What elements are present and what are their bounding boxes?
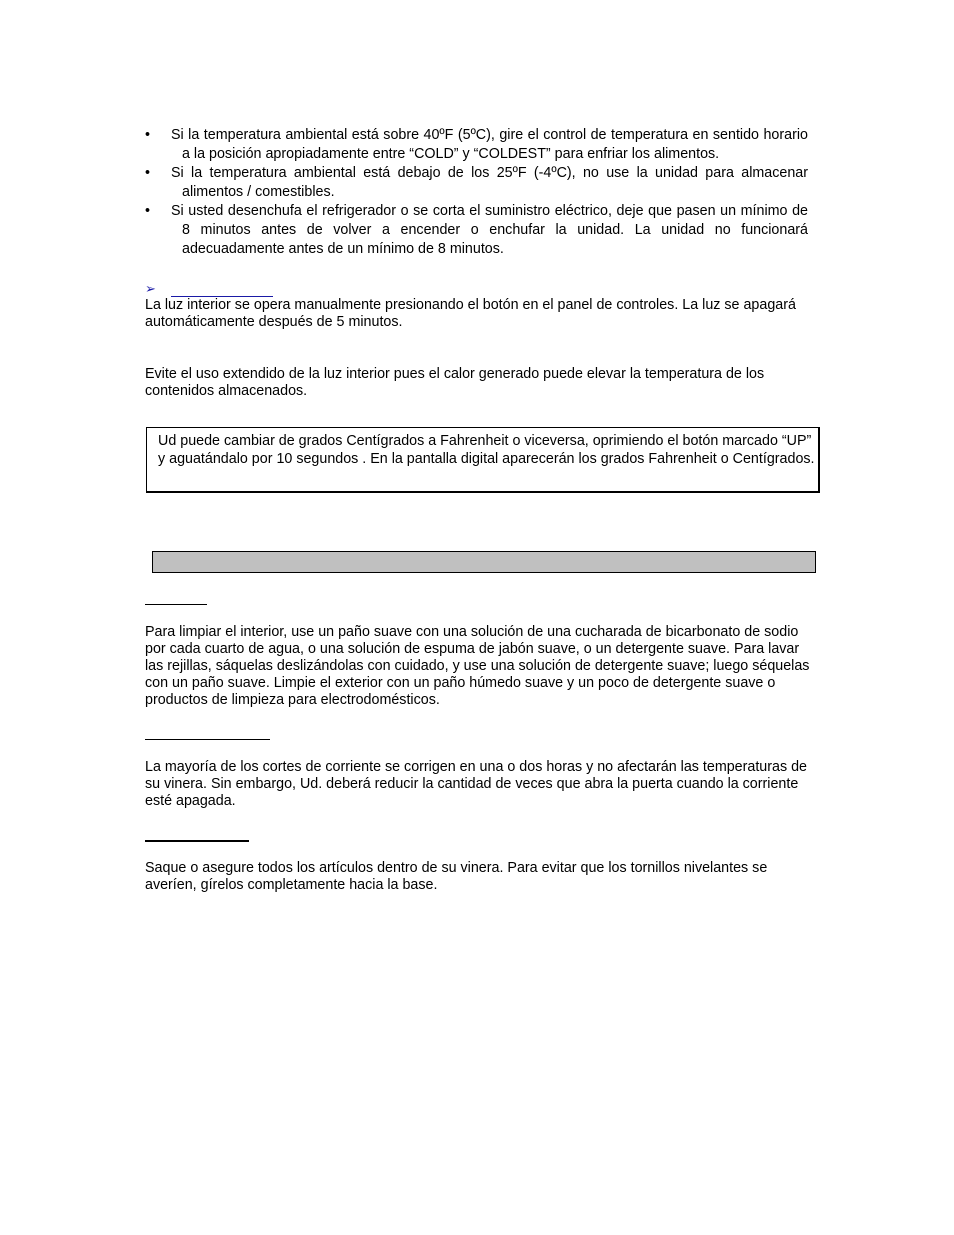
bullet-item	[145, 126, 808, 164]
power-outage-paragraph: La mayoría de los cortes de corriente se corrigen en una o dos horas y no afectarán las temperaturas de su vinera. Sin embargo, Ud. deberá reducir la cantidad de veces que abra la puerta cuando la corriente esté apagada.	[145, 759, 807, 809]
bullet-item	[145, 202, 808, 259]
cleaning-paragraph: Para limpiar el interior, use un paño suave con una solución de una cucharada de bicarbonato de sodio por cada cuarto de agua, o una solución de espuma de jabón suave, o un detergente suave. Para lavar las rejillas, sáquelas deslizándolas con cuidado, y use una solución de detergente suave; luego séquelas con un paño suave. Limpie el exterior con un paño húmedo suave y un poco de detergente suave o productos de limpieza para electrodomésticos.	[145, 624, 810, 708]
light-paragraph-2: Evite el uso extendido de la luz interior pues el calor generado puede elevar la temperatura de los contenidos almacenados.	[145, 366, 765, 399]
bullet-dot: •	[145, 165, 151, 181]
moving-paragraph: Saque o asegure todos los artículos dentro de su vinera. Para evitar que los tornillos nivelantes se averíen, gírelos completamente hacia la base.	[145, 860, 768, 893]
bullet-dot: •	[145, 203, 151, 219]
cleaning-heading-underline	[145, 604, 207, 605]
arrow-bullet-icon: ➢	[145, 281, 156, 296]
moving-heading-underline	[145, 840, 249, 842]
bullet-text: Si la temperatura ambiental está debajo de los 25ºF (-4ºC), no use la unidad para almacenar alimentos / comestibles.	[171, 165, 808, 200]
temperature-bullet-list	[145, 126, 808, 259]
power-heading-underline	[145, 739, 270, 740]
bullet-text: Si usted desenchufa el refrigerador o se corta el suministro eléctrico, deje que pasen un mínimo de 8 minutos antes de volver a encender o enchufar la unidad. La unidad no funcionará adecuadamente antes de un mínimo de 8 minutos.	[171, 203, 808, 257]
bullet-item	[145, 164, 808, 202]
bullet-text: Si la temperatura ambiental está sobre 40ºF (5ºC), gire el control de temperatura en sentido horario a la posición apropiadamente entre “COLD” y “COLDEST” para enfriar los alimentos.	[171, 127, 808, 162]
bullet-dot: •	[145, 127, 151, 143]
note-box-text: Ud puede cambiar de grados Centígrados a Fahrenheit o viceversa, oprimiendo el botón marcado “UP” y aguatándalo por 10 segundos . En la pantalla digital aparecerán los grados Fahrenheit o Centígrados.	[158, 433, 815, 467]
temperature-unit-note-box	[146, 427, 820, 493]
light-paragraph-1: La luz interior se opera manualmente presionando el botón en el panel de controles. La luz se apagará automáticamente después de 5 minutos.	[145, 297, 796, 330]
care-section-header-bar	[152, 551, 816, 573]
